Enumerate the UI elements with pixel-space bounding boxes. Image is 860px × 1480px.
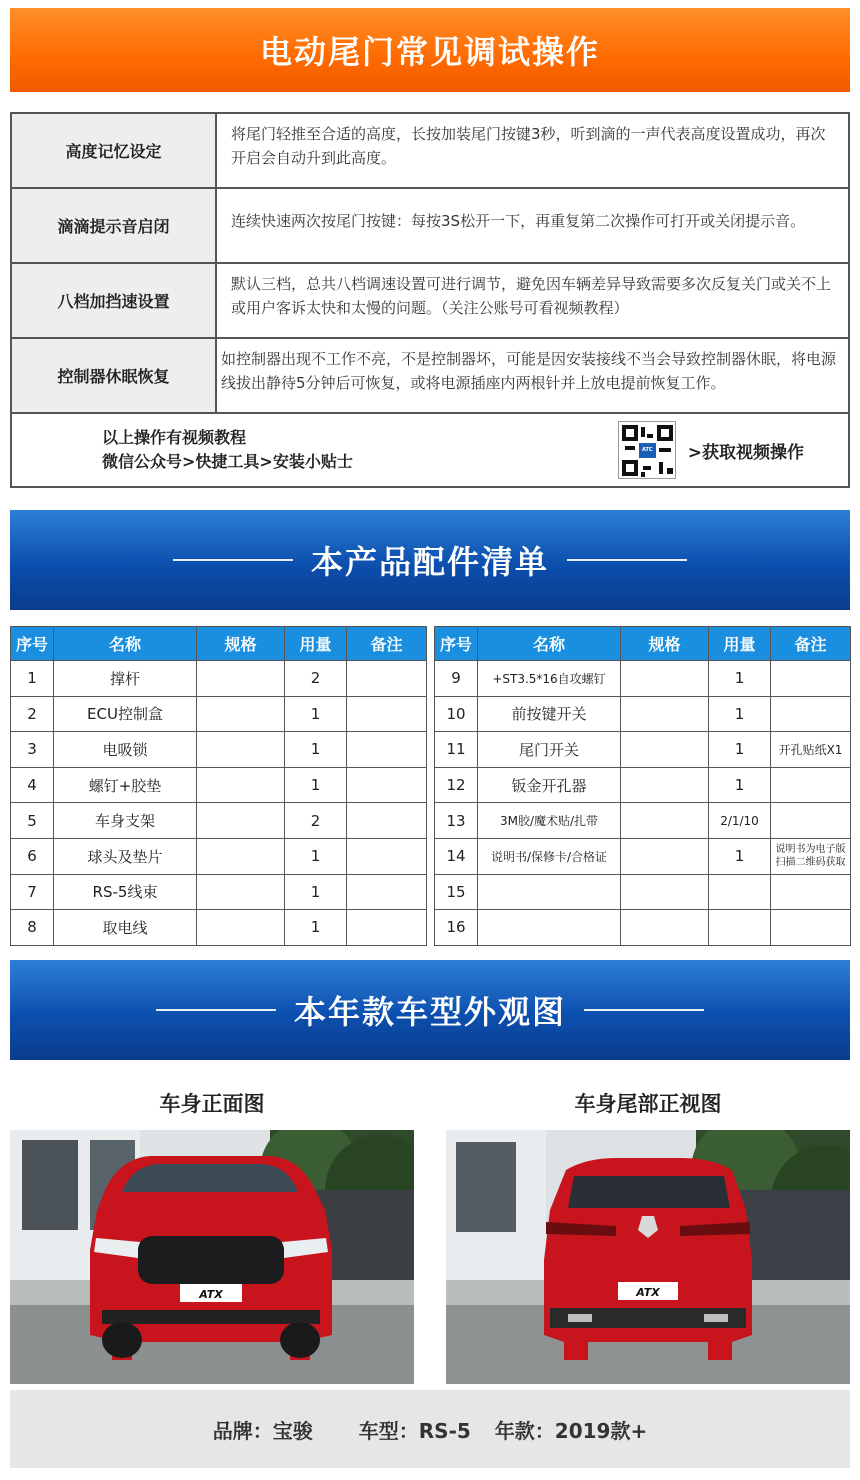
tip-row [12, 339, 848, 414]
cell-no: 9 [435, 661, 478, 697]
cell-spec [621, 696, 709, 732]
tip-label: 控制器休眠恢复 [12, 339, 217, 412]
table-row [11, 732, 427, 768]
cell-qty: 1 [285, 696, 347, 732]
parts-banner [10, 510, 850, 610]
table-row [435, 732, 851, 768]
cell-spec [197, 910, 285, 946]
tip-row [12, 189, 848, 264]
front-view-title: 车身正面图 [159, 1092, 265, 1116]
cell-qty: 1 [285, 910, 347, 946]
col-header-no: 序号 [11, 627, 54, 661]
cell-note [347, 838, 427, 874]
cell-note [347, 910, 427, 946]
cell-name: 前按键开关 [478, 696, 621, 732]
cell-qty: 2 [285, 803, 347, 839]
banner-line-left [156, 1009, 276, 1011]
tip-text: 默认三档，总共八档调速设置可进行调节，避免因车辆差异导致需要多次反复关门或关不上或用户客诉太快和太慢的问题。（关注公账号可看视频教程） [231, 275, 832, 317]
cell-note [771, 874, 851, 910]
model-label: 车型：RS-5 [358, 1418, 471, 1443]
cell-name: 螺钉+胶垫 [54, 767, 197, 803]
cell-qty: 1 [285, 767, 347, 803]
col-header-spec: 规格 [621, 627, 709, 661]
cell-no: 1 [11, 661, 54, 697]
front-plate-text: ATX [199, 1288, 223, 1301]
header-banner [10, 8, 850, 92]
cell-name: 说明书/保修卡/合格证 [478, 838, 621, 874]
table-row [435, 696, 851, 732]
table-row [11, 874, 427, 910]
qr-logo: ATC [639, 443, 656, 458]
cell-no: 7 [11, 874, 54, 910]
parts-table-right [434, 626, 851, 946]
cell-spec [621, 661, 709, 697]
cell-name: RS-5线束 [54, 874, 197, 910]
qr-caption: >获取视频操作 [687, 442, 804, 463]
cell-spec [621, 767, 709, 803]
table-row [11, 910, 427, 946]
table-row [435, 767, 851, 803]
tip-text: 将尾门轻推至合适的高度，长按加装尾门按键3秒，听到滴的一声代表高度设置成功，再次开启会自动升到此高度。 [231, 125, 826, 167]
table-row [435, 803, 851, 839]
qr-code[interactable] [618, 421, 676, 479]
col-header-note: 备注 [347, 627, 427, 661]
cell-note: 开孔贴纸X1 [771, 732, 851, 768]
cell-no: 11 [435, 732, 478, 768]
cell-qty: 1 [709, 732, 771, 768]
tip-text: 如控制器出现不工作不亮，不是控制器坏，可能是因安装接线不当会导致控制器休眠，将电源线拔出静待5分钟后可恢复，或将电源插座内两根针并上放电提前恢复工作。 [221, 350, 837, 392]
cell-no: 5 [11, 803, 54, 839]
cell-note [347, 874, 427, 910]
table-row [11, 838, 427, 874]
parts-table-left [10, 626, 427, 946]
cell-note [771, 696, 851, 732]
cell-qty: 1 [285, 838, 347, 874]
video-tutorial-text [102, 426, 618, 474]
brand-label: 品牌：宝骏 [212, 1418, 313, 1443]
cell-qty: 1 [709, 696, 771, 732]
video-tutorial-row [12, 414, 848, 488]
cell-spec [621, 910, 709, 946]
table-row [435, 910, 851, 946]
col-header-spec: 规格 [197, 627, 285, 661]
appearance-banner [10, 960, 850, 1060]
cell-qty: 1 [285, 732, 347, 768]
table-row [11, 767, 427, 803]
col-header-no: 序号 [435, 627, 478, 661]
cell-no: 16 [435, 910, 478, 946]
col-header-name: 名称 [54, 627, 197, 661]
cell-no: 8 [11, 910, 54, 946]
cell-spec [197, 661, 285, 697]
col-header-name: 名称 [478, 627, 621, 661]
cell-spec [197, 838, 285, 874]
cell-no: 10 [435, 696, 478, 732]
cell-no: 4 [11, 767, 54, 803]
cell-name: ECU控制盒 [54, 696, 197, 732]
cell-qty: 2 [285, 661, 347, 697]
col-header-qty: 用量 [285, 627, 347, 661]
tip-text: 连续快速两次按尾门按键：每按3S松开一下，再重复第二次操作可打开或关闭提示音。 [231, 212, 806, 230]
cell-name: 取电线 [54, 910, 197, 946]
rear-car-image [446, 1130, 850, 1384]
cell-name: 撑杆 [54, 661, 197, 697]
cell-spec [197, 803, 285, 839]
tip-label: 滴滴提示音启闭 [12, 189, 217, 262]
table-row [11, 696, 427, 732]
cell-note [347, 803, 427, 839]
tip-row [12, 264, 848, 339]
tip-row [12, 114, 848, 189]
tip-label: 八档加挡速设置 [12, 264, 217, 337]
table-row [435, 838, 851, 874]
cell-no: 6 [11, 838, 54, 874]
cell-spec [621, 874, 709, 910]
col-header-qty: 用量 [709, 627, 771, 661]
rear-view-title: 车身尾部正视图 [574, 1092, 722, 1116]
parts-banner-title: 本产品配件清单 [310, 543, 549, 581]
cell-note [771, 803, 851, 839]
cell-name: 3M胶/魔术贴/扎带 [478, 803, 621, 839]
cell-spec [197, 767, 285, 803]
table-row [11, 661, 427, 697]
cell-note: 说明书为电子版扫描二维码获取 [771, 838, 851, 874]
cell-no: 15 [435, 874, 478, 910]
vehicle-info-footer [10, 1390, 850, 1468]
year-label: 年款：2019款+ [494, 1418, 648, 1443]
cell-spec [197, 732, 285, 768]
cell-name [478, 910, 621, 946]
cell-name [478, 874, 621, 910]
cell-note [347, 696, 427, 732]
tips-table [10, 112, 850, 488]
cell-qty: 1 [709, 661, 771, 697]
tip-label: 高度记忆设定 [12, 114, 217, 187]
cell-spec [621, 838, 709, 874]
cell-name: 尾门开关 [478, 732, 621, 768]
video-line-2: 微信公众号>快捷工具>安装小贴士 [102, 452, 353, 471]
cell-name: 车身支架 [54, 803, 197, 839]
cell-spec [621, 803, 709, 839]
front-car-image [10, 1130, 414, 1384]
cell-name: 球头及垫片 [54, 838, 197, 874]
cell-qty: 2/1/10 [709, 803, 771, 839]
cell-no: 14 [435, 838, 478, 874]
cell-qty: 1 [709, 767, 771, 803]
banner-line-right [567, 559, 687, 561]
table-row [435, 661, 851, 697]
cell-name: 电吸锁 [54, 732, 197, 768]
cell-no: 12 [435, 767, 478, 803]
cell-note [771, 767, 851, 803]
cell-spec [197, 874, 285, 910]
rear-plate-text: ATX [636, 1286, 660, 1299]
cell-note [347, 661, 427, 697]
cell-qty: 1 [709, 838, 771, 874]
banner-line-right [584, 1009, 704, 1011]
cell-no: 3 [11, 732, 54, 768]
table-row [11, 803, 427, 839]
cell-no: 2 [11, 696, 54, 732]
page-title: 电动尾门常见调试操作 [259, 33, 600, 71]
cell-note [347, 732, 427, 768]
cell-qty: 1 [285, 874, 347, 910]
cell-note [771, 661, 851, 697]
cell-spec [197, 696, 285, 732]
banner-line-left [173, 559, 293, 561]
appearance-banner-title: 本年款车型外观图 [293, 993, 566, 1031]
cell-spec [621, 732, 709, 768]
cell-no: 13 [435, 803, 478, 839]
video-line-1: 以上操作有视频教程 [102, 428, 247, 447]
cell-name: 钣金开孔器 [478, 767, 621, 803]
cell-qty [709, 874, 771, 910]
cell-qty [709, 910, 771, 946]
cell-note [347, 767, 427, 803]
col-header-note: 备注 [771, 627, 851, 661]
cell-name: +ST3.5*16自攻螺钉 [478, 661, 621, 697]
table-row [435, 874, 851, 910]
cell-note [771, 910, 851, 946]
